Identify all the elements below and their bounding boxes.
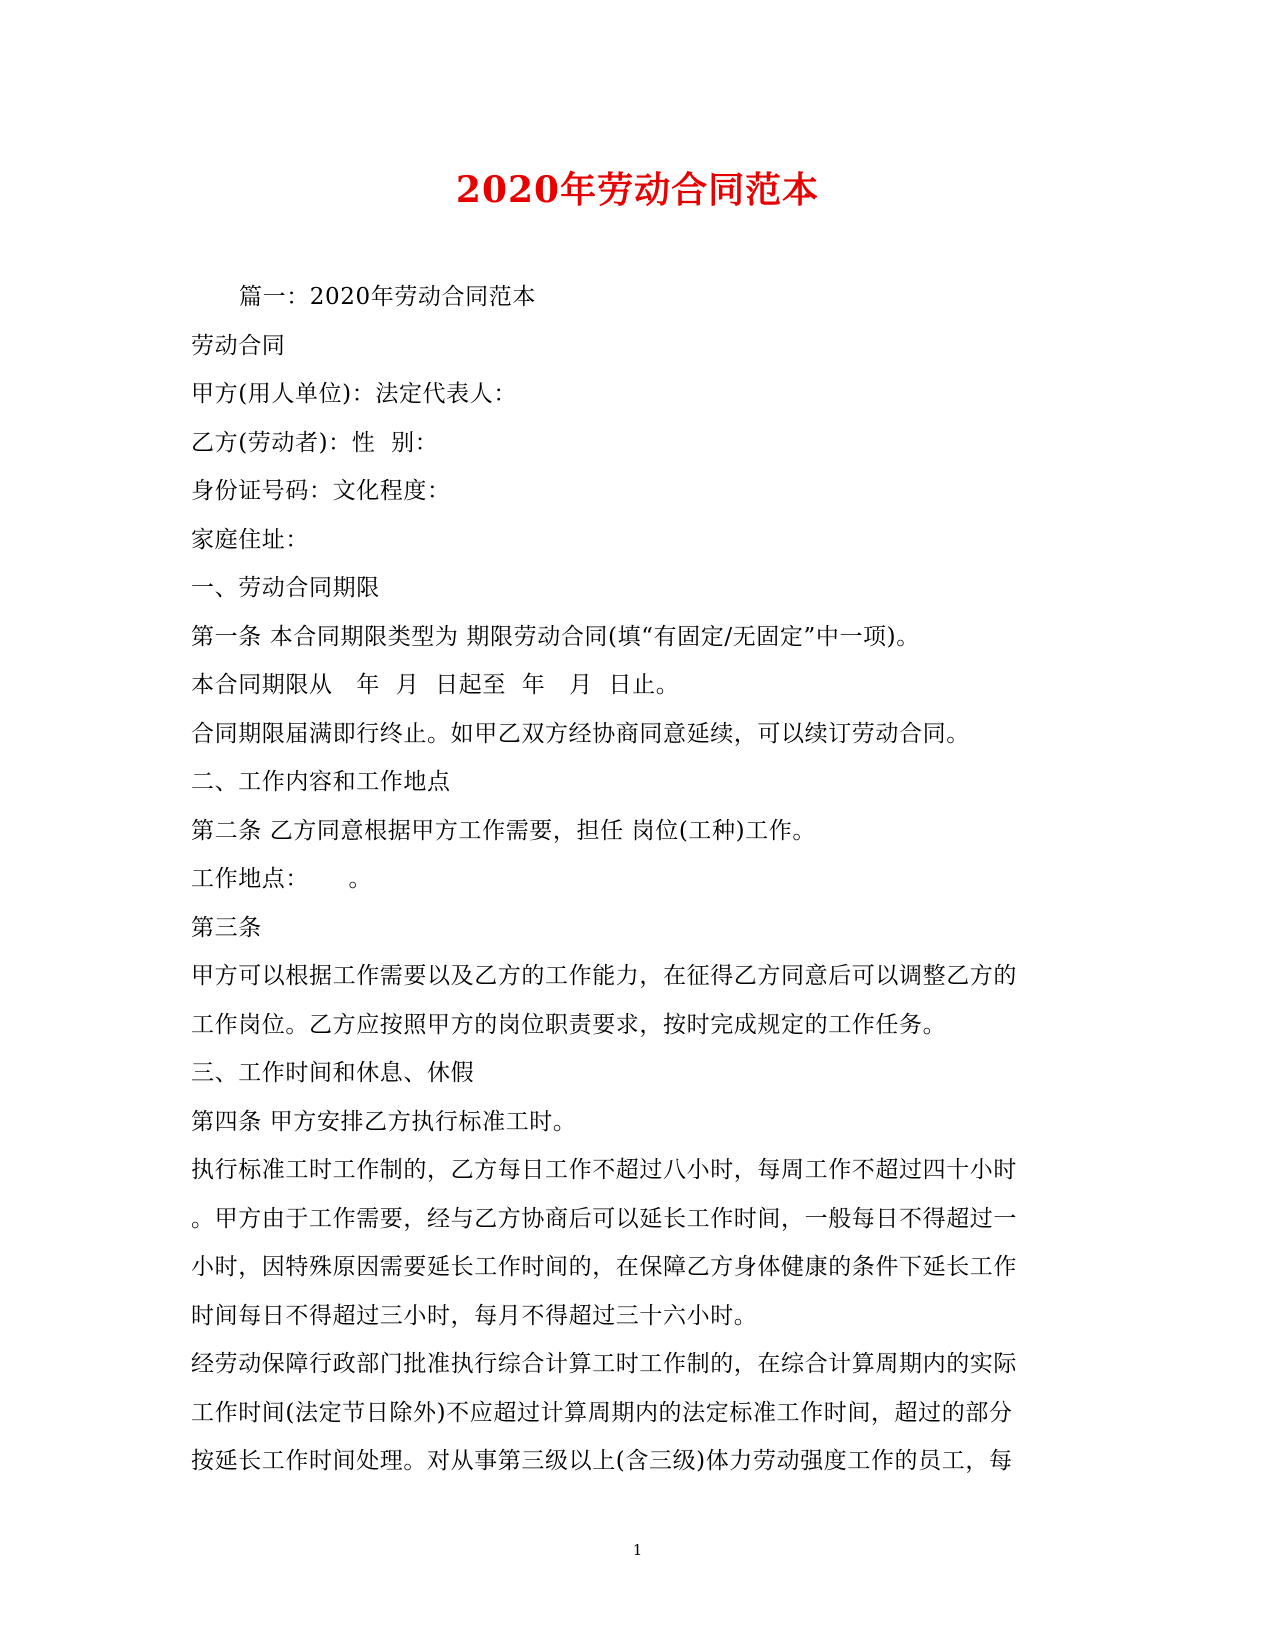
paragraph-line: 小时，因特殊原因需要延长工作时间的，在保障乙方身体健康的条件下延长工作 bbox=[191, 1254, 1017, 1280]
section-heading-working-hours: 三、工作时间和休息、休假 bbox=[191, 1060, 475, 1086]
paragraph-line: 。甲方由于工作需要，经与乙方协商后可以延长工作时间，一般每日不得超过一 bbox=[191, 1205, 1017, 1232]
paragraph-line: 执行标准工时工作制的，乙方每日工作不超过八小时，每周工作不超过四十小时 bbox=[191, 1157, 1017, 1183]
paragraph-line: 工作时间(法定节日除外)不应超过计算周期内的法定标准工作时间，超过的部分 bbox=[191, 1399, 1013, 1426]
contract-expiry-line: 合同期限届满即行终止。如甲乙双方经协商同意延续，可以续订劳动合同。 bbox=[191, 720, 970, 747]
home-address-line: 家庭住址： bbox=[191, 526, 309, 553]
contract-period-line: 本合同期限从 年 月 日起至 年 月 日止。 bbox=[191, 672, 680, 698]
article-1: 第一条 本合同期限类型为 期限劳动合同(填“有固定/无固定”中一项)。 bbox=[191, 623, 920, 650]
article-3: 第三条 bbox=[191, 914, 262, 941]
section-heading-part-one: 篇一：2020年劳动合同范本 bbox=[239, 284, 536, 310]
paragraph-line: 工作岗位。乙方应按照甲方的岗位职责要求，按时完成规定的工作任务。 bbox=[191, 1011, 947, 1038]
paragraph-line: 甲方可以根据工作需要以及乙方的工作能力，在征得乙方同意后可以调整乙方的 bbox=[191, 963, 1017, 989]
document-body bbox=[191, 282, 1071, 1495]
article-4: 第四条 甲方安排乙方执行标准工时。 bbox=[191, 1108, 577, 1135]
section-heading-term: 一、劳动合同期限 bbox=[191, 575, 380, 601]
party-b-line: 乙方(劳动者)：性 别： bbox=[191, 429, 439, 456]
article-2: 第二条 乙方同意根据甲方工作需要，担任 岗位(工种)工作。 bbox=[191, 817, 816, 844]
work-location-line: 工作地点： 。 bbox=[191, 866, 373, 892]
paragraph-line: 按延长工作时间处理。对从事第三级以上(含三级)体力劳动强度工作的员工，每 bbox=[191, 1448, 1013, 1474]
paragraph-line: 时间每日不得超过三小时，每月不得超过三十六小时。 bbox=[191, 1302, 758, 1329]
id-number-line: 身份证号码：文化程度： bbox=[191, 478, 451, 504]
page-number: 1 bbox=[632, 1541, 643, 1559]
contract-heading: 劳动合同 bbox=[191, 332, 286, 359]
document-title: 2020年劳动合同范本 bbox=[455, 169, 820, 211]
paragraph-line: 经劳动保障行政部门批准执行综合计算工时工作制的，在综合计算周期内的实际 bbox=[191, 1351, 1017, 1377]
section-heading-work-content: 二、工作内容和工作地点 bbox=[191, 769, 451, 795]
party-a-line: 甲方(用人单位)：法定代表人： bbox=[191, 381, 517, 407]
